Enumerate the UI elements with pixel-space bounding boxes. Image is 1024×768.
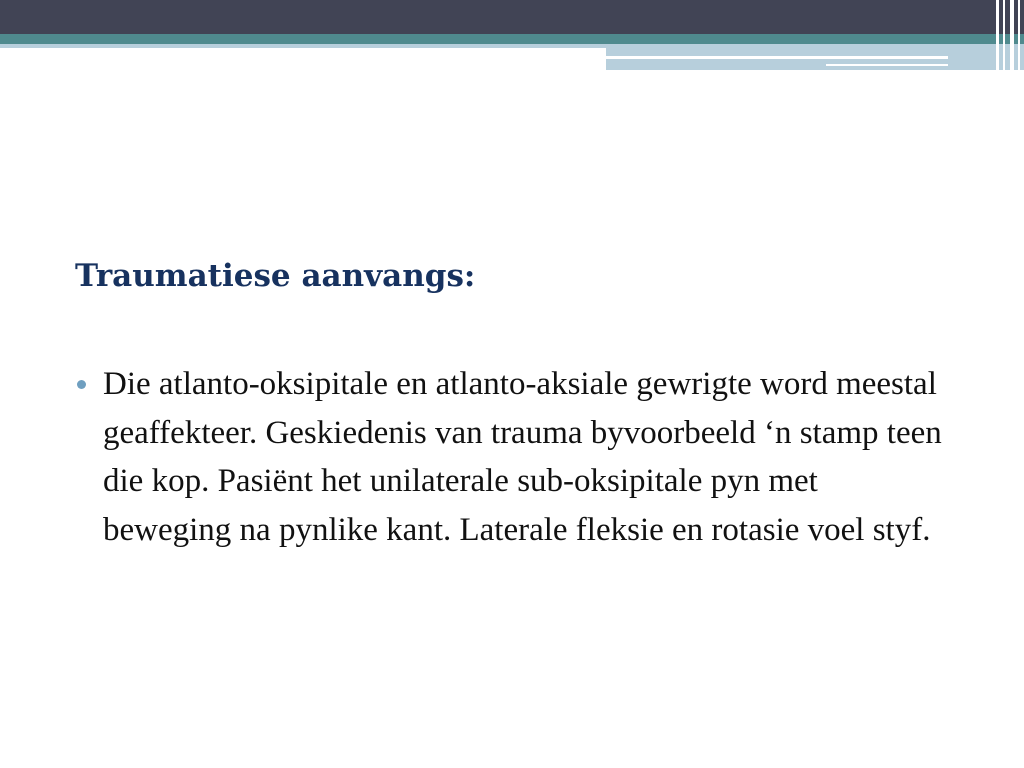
header-stripe bbox=[606, 56, 948, 59]
bullet-item bbox=[75, 360, 943, 554]
header-vertical-line bbox=[1018, 0, 1020, 70]
header-vertical-line bbox=[1010, 0, 1014, 70]
bullet-dot-icon bbox=[77, 380, 86, 389]
bullet-text: Die atlanto-oksipitale en atlanto-aksiale gewrigte word meestal geaffekteer. Geskiedenis van trauma byvoorbeeld ‘n stamp teen die kop. Pasiënt het unilaterale sub-oksipitale pyn met beweging na pynlike kant. Laterale fleksie en rotasie voel styf. bbox=[103, 366, 942, 548]
header-band-teal bbox=[0, 34, 1024, 44]
header-vertical-line bbox=[1003, 0, 1005, 70]
header-band-light bbox=[0, 44, 606, 48]
slide-heading: Traumatiese aanvangs: bbox=[75, 258, 476, 294]
header-stripe bbox=[826, 64, 948, 66]
header-vertical-line bbox=[996, 0, 999, 70]
header-band-dark bbox=[0, 0, 1024, 34]
bullet-list bbox=[75, 360, 955, 554]
